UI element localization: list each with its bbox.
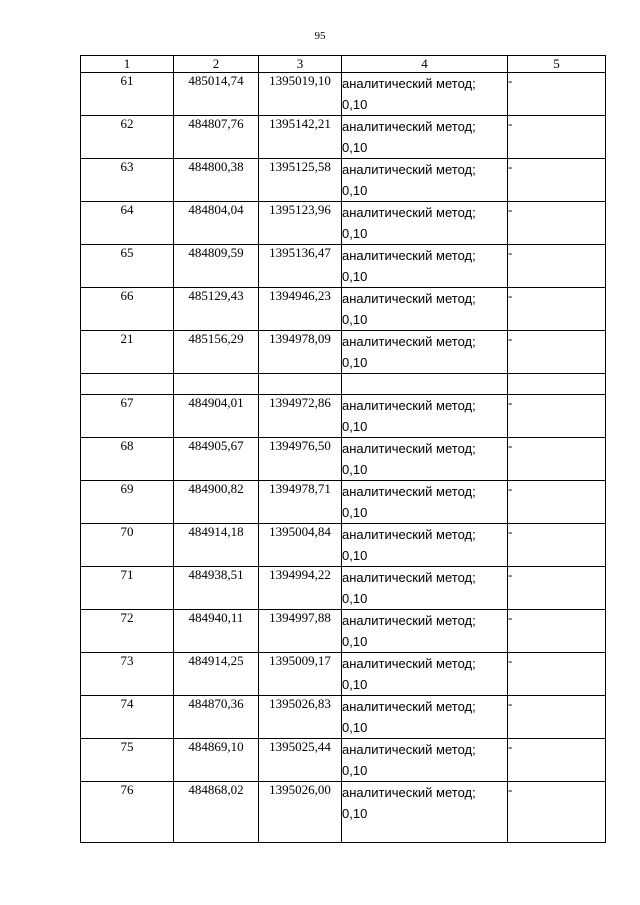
y-coordinate-cell: 1395026,00	[259, 782, 342, 843]
method-cell	[342, 739, 508, 782]
method-text: аналитический метод;	[342, 162, 476, 177]
method-cell	[342, 524, 508, 567]
note-cell: -	[508, 524, 606, 567]
note-cell: -	[508, 159, 606, 202]
x-coordinate-cell: 485014,74	[174, 73, 259, 116]
precision-text: 0,10	[342, 806, 368, 821]
table-body	[81, 73, 606, 843]
note-cell: -	[508, 245, 606, 288]
note-cell: -	[508, 696, 606, 739]
point-number-cell: 61	[81, 73, 174, 116]
y-coordinate-cell: 1395004,84	[259, 524, 342, 567]
y-coordinate-cell: 1394946,23	[259, 288, 342, 331]
x-coordinate-cell: 484809,59	[174, 245, 259, 288]
empty-cell	[342, 374, 508, 395]
x-coordinate-cell: 484905,67	[174, 438, 259, 481]
y-coordinate-cell: 1395142,21	[259, 116, 342, 159]
y-coordinate-cell: 1395026,83	[259, 696, 342, 739]
header-col-2: 2	[174, 56, 259, 73]
x-coordinate-cell: 484914,18	[174, 524, 259, 567]
precision-text: 0,10	[342, 548, 368, 563]
x-coordinate-cell: 484868,02	[174, 782, 259, 843]
empty-cell	[259, 374, 342, 395]
table-row	[81, 73, 606, 116]
point-number-cell: 70	[81, 524, 174, 567]
x-coordinate-cell: 484869,10	[174, 739, 259, 782]
point-number-cell: 63	[81, 159, 174, 202]
table-row	[81, 696, 606, 739]
method-cell	[342, 116, 508, 159]
x-coordinate-cell: 484800,38	[174, 159, 259, 202]
scan-footer-marks	[0, 897, 640, 903]
empty-cell	[508, 374, 606, 395]
method-cell	[342, 653, 508, 696]
table-header-row	[81, 56, 606, 73]
note-cell: -	[508, 481, 606, 524]
header-col-4: 4	[342, 56, 508, 73]
method-text: аналитический метод;	[342, 441, 476, 456]
precision-text: 0,10	[342, 140, 368, 155]
method-text: аналитический метод;	[342, 613, 476, 628]
table-row	[81, 739, 606, 782]
x-coordinate-cell: 484940,11	[174, 610, 259, 653]
table-row	[81, 159, 606, 202]
precision-text: 0,10	[342, 97, 368, 112]
table-row	[81, 524, 606, 567]
point-number-cell: 64	[81, 202, 174, 245]
y-coordinate-cell: 1394976,50	[259, 438, 342, 481]
method-cell	[342, 159, 508, 202]
x-coordinate-cell: 484938,51	[174, 567, 259, 610]
x-coordinate-cell: 484804,04	[174, 202, 259, 245]
table-row	[81, 395, 606, 438]
method-cell	[342, 288, 508, 331]
x-coordinate-cell: 484914,25	[174, 653, 259, 696]
y-coordinate-cell: 1394997,88	[259, 610, 342, 653]
method-text: аналитический метод;	[342, 656, 476, 671]
point-number-cell: 67	[81, 395, 174, 438]
table-row	[81, 331, 606, 374]
y-coordinate-cell: 1395123,96	[259, 202, 342, 245]
header-col-3: 3	[259, 56, 342, 73]
precision-text: 0,10	[342, 505, 368, 520]
table-row	[81, 116, 606, 159]
method-cell	[342, 202, 508, 245]
point-number-cell: 71	[81, 567, 174, 610]
method-cell	[342, 567, 508, 610]
point-number-cell: 66	[81, 288, 174, 331]
point-number-cell: 73	[81, 653, 174, 696]
precision-text: 0,10	[342, 720, 368, 735]
method-cell	[342, 696, 508, 739]
method-text: аналитический метод;	[342, 398, 476, 413]
y-coordinate-cell: 1394978,71	[259, 481, 342, 524]
precision-text: 0,10	[342, 677, 368, 692]
y-coordinate-cell: 1395025,44	[259, 739, 342, 782]
method-text: аналитический метод;	[342, 291, 476, 306]
method-cell	[342, 438, 508, 481]
coordinates-table	[80, 55, 606, 843]
table-row	[81, 567, 606, 610]
point-number-cell: 75	[81, 739, 174, 782]
table-row	[81, 782, 606, 843]
precision-text: 0,10	[342, 183, 368, 198]
y-coordinate-cell: 1394972,86	[259, 395, 342, 438]
table-row	[81, 245, 606, 288]
table-spacer-row	[81, 374, 606, 395]
method-cell	[342, 610, 508, 653]
precision-text: 0,10	[342, 355, 368, 370]
method-cell	[342, 395, 508, 438]
precision-text: 0,10	[342, 634, 368, 649]
note-cell: -	[508, 567, 606, 610]
note-cell: -	[508, 73, 606, 116]
method-text: аналитический метод;	[342, 205, 476, 220]
method-cell	[342, 782, 508, 843]
precision-text: 0,10	[342, 269, 368, 284]
note-cell: -	[508, 331, 606, 374]
method-cell	[342, 331, 508, 374]
method-cell	[342, 73, 508, 116]
precision-text: 0,10	[342, 312, 368, 327]
method-text: аналитический метод;	[342, 699, 476, 714]
method-text: аналитический метод;	[342, 785, 476, 800]
note-cell: -	[508, 288, 606, 331]
note-cell: -	[508, 782, 606, 843]
table-row	[81, 481, 606, 524]
method-text: аналитический метод;	[342, 484, 476, 499]
x-coordinate-cell: 484904,01	[174, 395, 259, 438]
table-row	[81, 288, 606, 331]
table-row	[81, 438, 606, 481]
y-coordinate-cell: 1395019,10	[259, 73, 342, 116]
method-text: аналитический метод;	[342, 334, 476, 349]
method-text: аналитический метод;	[342, 527, 476, 542]
note-cell: -	[508, 739, 606, 782]
note-cell: -	[508, 202, 606, 245]
y-coordinate-cell: 1395009,17	[259, 653, 342, 696]
note-cell: -	[508, 653, 606, 696]
header-col-5: 5	[508, 56, 606, 73]
note-cell: -	[508, 395, 606, 438]
point-number-cell: 69	[81, 481, 174, 524]
header-col-1: 1	[81, 56, 174, 73]
method-cell	[342, 245, 508, 288]
precision-text: 0,10	[342, 462, 368, 477]
table-row	[81, 610, 606, 653]
y-coordinate-cell: 1394994,22	[259, 567, 342, 610]
point-number-cell: 68	[81, 438, 174, 481]
y-coordinate-cell: 1395136,47	[259, 245, 342, 288]
y-coordinate-cell: 1394978,09	[259, 331, 342, 374]
empty-cell	[81, 374, 174, 395]
page-number: 95	[314, 30, 326, 42]
x-coordinate-cell: 485156,29	[174, 331, 259, 374]
y-coordinate-cell: 1395125,58	[259, 159, 342, 202]
table-row	[81, 653, 606, 696]
precision-text: 0,10	[342, 763, 368, 778]
point-number-cell: 72	[81, 610, 174, 653]
method-text: аналитический метод;	[342, 248, 476, 263]
x-coordinate-cell: 485129,43	[174, 288, 259, 331]
note-cell: -	[508, 116, 606, 159]
table-row	[81, 202, 606, 245]
method-text: аналитический метод;	[342, 570, 476, 585]
point-number-cell: 21	[81, 331, 174, 374]
precision-text: 0,10	[342, 419, 368, 434]
method-text: аналитический метод;	[342, 742, 476, 757]
empty-cell	[174, 374, 259, 395]
method-text: аналитический метод;	[342, 76, 476, 91]
x-coordinate-cell: 484807,76	[174, 116, 259, 159]
precision-text: 0,10	[342, 226, 368, 241]
point-number-cell: 65	[81, 245, 174, 288]
x-coordinate-cell: 484870,36	[174, 696, 259, 739]
method-cell	[342, 481, 508, 524]
note-cell: -	[508, 610, 606, 653]
point-number-cell: 76	[81, 782, 174, 843]
point-number-cell: 62	[81, 116, 174, 159]
method-text: аналитический метод;	[342, 119, 476, 134]
note-cell: -	[508, 438, 606, 481]
precision-text: 0,10	[342, 591, 368, 606]
x-coordinate-cell: 484900,82	[174, 481, 259, 524]
point-number-cell: 74	[81, 696, 174, 739]
